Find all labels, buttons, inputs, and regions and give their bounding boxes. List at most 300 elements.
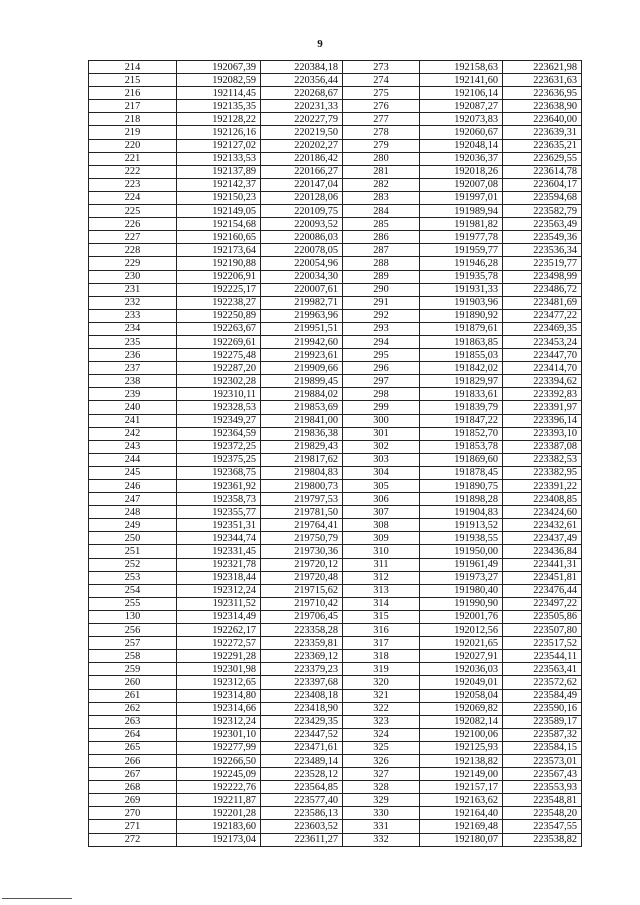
y-coordinate-cell: 223577,40 [261, 794, 343, 807]
x-coordinate-cell: 191961,49 [420, 558, 503, 571]
y-coordinate-cell: 223486,72 [503, 283, 582, 296]
x-coordinate-cell: 192082,59 [177, 74, 261, 87]
table-row [89, 584, 582, 597]
coordinates-table [88, 60, 582, 847]
y-coordinate-cell: 223587,32 [503, 728, 582, 741]
point-number-cell: 249 [89, 519, 177, 532]
point-number-cell: 325 [343, 741, 420, 754]
y-coordinate-cell: 223391,22 [503, 480, 582, 493]
y-coordinate-cell: 223621,98 [503, 61, 582, 74]
x-coordinate-cell: 192314,66 [177, 702, 261, 715]
x-coordinate-cell: 191904,83 [420, 506, 503, 519]
y-coordinate-cell: 219750,79 [261, 532, 343, 545]
table-row [89, 807, 582, 820]
x-coordinate-cell: 191847,22 [420, 414, 503, 427]
point-number-cell: 324 [343, 728, 420, 741]
point-number-cell: 275 [343, 87, 420, 100]
point-number-cell: 329 [343, 794, 420, 807]
point-number-cell: 307 [343, 506, 420, 519]
y-coordinate-cell: 223469,35 [503, 322, 582, 335]
x-coordinate-cell: 192318,44 [177, 571, 261, 584]
y-coordinate-cell: 223382,53 [503, 453, 582, 466]
point-number-cell: 296 [343, 362, 420, 375]
point-number-cell: 322 [343, 702, 420, 715]
point-number-cell: 220 [89, 139, 177, 152]
point-number-cell: 237 [89, 362, 177, 375]
y-coordinate-cell: 223549,36 [503, 231, 582, 244]
point-number-cell: 288 [343, 257, 420, 270]
table-row [89, 427, 582, 440]
point-number-cell: 263 [89, 715, 177, 728]
x-coordinate-cell: 192312,24 [177, 584, 261, 597]
y-coordinate-cell: 219951,51 [261, 322, 343, 335]
x-coordinate-cell: 192163,62 [420, 794, 503, 807]
y-coordinate-cell: 223507,80 [503, 624, 582, 637]
x-coordinate-cell: 191973,27 [420, 571, 503, 584]
y-coordinate-cell: 219942,60 [261, 335, 343, 348]
x-coordinate-cell: 192049,01 [420, 676, 503, 689]
y-coordinate-cell: 223394,62 [503, 375, 582, 388]
table-row [89, 296, 582, 309]
y-coordinate-cell: 223544,11 [503, 650, 582, 663]
y-coordinate-cell: 223497,22 [503, 597, 582, 610]
y-coordinate-cell: 220054,96 [261, 257, 343, 270]
table-row [89, 506, 582, 519]
y-coordinate-cell: 220007,61 [261, 283, 343, 296]
point-number-cell: 293 [343, 322, 420, 335]
x-coordinate-cell: 192269,61 [177, 335, 261, 348]
y-coordinate-cell: 219884,02 [261, 388, 343, 401]
point-number-cell: 328 [343, 781, 420, 794]
y-coordinate-cell: 220356,44 [261, 74, 343, 87]
x-coordinate-cell: 192344,74 [177, 532, 261, 545]
x-coordinate-cell: 192375,25 [177, 453, 261, 466]
x-coordinate-cell: 192180,07 [420, 833, 503, 846]
x-coordinate-cell: 191869,60 [420, 453, 503, 466]
x-coordinate-cell: 192114,45 [177, 87, 261, 100]
y-coordinate-cell: 223476,44 [503, 584, 582, 597]
x-coordinate-cell: 192141,60 [420, 74, 503, 87]
x-coordinate-cell: 192262,17 [177, 624, 261, 637]
y-coordinate-cell: 220268,67 [261, 87, 343, 100]
point-number-cell: 260 [89, 676, 177, 689]
x-coordinate-cell: 192372,25 [177, 440, 261, 453]
x-coordinate-cell: 192007,08 [420, 178, 503, 191]
table-row [89, 191, 582, 204]
x-coordinate-cell: 191829,97 [420, 375, 503, 388]
point-number-cell: 321 [343, 689, 420, 702]
y-coordinate-cell: 223563,41 [503, 663, 582, 676]
x-coordinate-cell: 192142,37 [177, 178, 261, 191]
point-number-cell: 215 [89, 74, 177, 87]
x-coordinate-cell: 192368,75 [177, 466, 261, 479]
x-coordinate-cell: 192314,49 [177, 610, 261, 623]
x-coordinate-cell: 192250,89 [177, 309, 261, 322]
table-row [89, 257, 582, 270]
table-row [89, 676, 582, 689]
y-coordinate-cell: 220128,06 [261, 191, 343, 204]
point-number-cell: 306 [343, 493, 420, 506]
point-number-cell: 258 [89, 650, 177, 663]
page-number: 9 [317, 38, 323, 50]
point-number-cell: 310 [343, 545, 420, 558]
x-coordinate-cell: 192225,17 [177, 283, 261, 296]
x-coordinate-cell: 192138,82 [420, 754, 503, 767]
x-coordinate-cell: 192312,65 [177, 676, 261, 689]
table-row [89, 493, 582, 506]
x-coordinate-cell: 192173,64 [177, 244, 261, 257]
x-coordinate-cell: 192211,87 [177, 794, 261, 807]
x-coordinate-cell: 192160,65 [177, 231, 261, 244]
y-coordinate-cell: 220384,18 [261, 61, 343, 74]
y-coordinate-cell: 219817,62 [261, 453, 343, 466]
table-row [89, 205, 582, 218]
y-coordinate-cell: 223538,82 [503, 833, 582, 846]
x-coordinate-cell: 192245,09 [177, 768, 261, 781]
x-coordinate-cell: 191981,82 [420, 218, 503, 231]
y-coordinate-cell: 219720,12 [261, 558, 343, 571]
x-coordinate-cell: 192351,31 [177, 519, 261, 532]
x-coordinate-cell: 192137,89 [177, 165, 261, 178]
table-row [89, 401, 582, 414]
y-coordinate-cell: 223447,52 [261, 728, 343, 741]
y-coordinate-cell: 223489,14 [261, 754, 343, 767]
y-coordinate-cell: 220227,79 [261, 113, 343, 126]
x-coordinate-cell: 192036,37 [420, 152, 503, 165]
point-number-cell: 254 [89, 584, 177, 597]
table-row [89, 244, 582, 257]
y-coordinate-cell: 223640,00 [503, 113, 582, 126]
y-coordinate-cell: 223418,90 [261, 702, 343, 715]
table-row [89, 754, 582, 767]
x-coordinate-cell: 192164,40 [420, 807, 503, 820]
x-coordinate-cell: 192048,14 [420, 139, 503, 152]
table-row [89, 689, 582, 702]
y-coordinate-cell: 223424,60 [503, 506, 582, 519]
x-coordinate-cell: 192310,11 [177, 388, 261, 401]
point-number-cell: 299 [343, 401, 420, 414]
point-number-cell: 319 [343, 663, 420, 676]
table-row [89, 61, 582, 74]
table-row [89, 440, 582, 453]
y-coordinate-cell: 219836,38 [261, 427, 343, 440]
table-row [89, 270, 582, 283]
x-coordinate-cell: 192266,50 [177, 754, 261, 767]
y-coordinate-cell: 223498,99 [503, 270, 582, 283]
y-coordinate-cell: 223567,43 [503, 768, 582, 781]
y-coordinate-cell: 223396,14 [503, 414, 582, 427]
point-number-cell: 312 [343, 571, 420, 584]
point-number-cell: 284 [343, 205, 420, 218]
table-row [89, 637, 582, 650]
point-number-cell: 257 [89, 637, 177, 650]
y-coordinate-cell: 223611,27 [261, 833, 343, 846]
y-coordinate-cell: 223432,61 [503, 519, 582, 532]
y-coordinate-cell: 219982,71 [261, 296, 343, 309]
point-number-cell: 242 [89, 427, 177, 440]
y-coordinate-cell: 219909,66 [261, 362, 343, 375]
x-coordinate-cell: 192173,04 [177, 833, 261, 846]
point-number-cell: 251 [89, 545, 177, 558]
x-coordinate-cell: 192222,76 [177, 781, 261, 794]
x-coordinate-cell: 192190,88 [177, 257, 261, 270]
table-row [89, 218, 582, 231]
point-number-cell: 130 [89, 610, 177, 623]
point-number-cell: 230 [89, 270, 177, 283]
point-number-cell: 255 [89, 597, 177, 610]
table-row [89, 480, 582, 493]
y-coordinate-cell: 223387,08 [503, 440, 582, 453]
x-coordinate-cell: 192127,02 [177, 139, 261, 152]
y-coordinate-cell: 223437,49 [503, 532, 582, 545]
x-coordinate-cell: 192027,91 [420, 650, 503, 663]
table-row [89, 335, 582, 348]
x-coordinate-cell: 192149,00 [420, 768, 503, 781]
x-coordinate-cell: 191935,78 [420, 270, 503, 283]
x-coordinate-cell: 192128,22 [177, 113, 261, 126]
x-coordinate-cell: 192275,48 [177, 349, 261, 362]
table-row [89, 545, 582, 558]
x-coordinate-cell: 192058,04 [420, 689, 503, 702]
y-coordinate-cell: 223590,16 [503, 702, 582, 715]
y-coordinate-cell: 223639,31 [503, 126, 582, 139]
point-number-cell: 278 [343, 126, 420, 139]
y-coordinate-cell: 223382,95 [503, 466, 582, 479]
point-number-cell: 256 [89, 624, 177, 637]
y-coordinate-cell: 223586,13 [261, 807, 343, 820]
point-number-cell: 227 [89, 231, 177, 244]
point-number-cell: 303 [343, 453, 420, 466]
y-coordinate-cell: 223528,12 [261, 768, 343, 781]
x-coordinate-cell: 191833,61 [420, 388, 503, 401]
x-coordinate-cell: 192100,06 [420, 728, 503, 741]
x-coordinate-cell: 191898,28 [420, 493, 503, 506]
y-coordinate-cell: 219720,48 [261, 571, 343, 584]
table-row [89, 388, 582, 401]
point-number-cell: 244 [89, 453, 177, 466]
y-coordinate-cell: 223638,90 [503, 100, 582, 113]
x-coordinate-cell: 192126,16 [177, 126, 261, 139]
point-number-cell: 276 [343, 100, 420, 113]
y-coordinate-cell: 223548,81 [503, 794, 582, 807]
y-coordinate-cell: 223629,55 [503, 152, 582, 165]
point-number-cell: 332 [343, 833, 420, 846]
y-coordinate-cell: 220109,75 [261, 205, 343, 218]
point-number-cell: 270 [89, 807, 177, 820]
x-coordinate-cell: 191997,01 [420, 191, 503, 204]
table-row [89, 715, 582, 728]
x-coordinate-cell: 191839,79 [420, 401, 503, 414]
point-number-cell: 221 [89, 152, 177, 165]
x-coordinate-cell: 191959,77 [420, 244, 503, 257]
y-coordinate-cell: 223563,49 [503, 218, 582, 231]
table-row [89, 414, 582, 427]
y-coordinate-cell: 223397,68 [261, 676, 343, 689]
point-number-cell: 279 [343, 139, 420, 152]
point-number-cell: 235 [89, 335, 177, 348]
point-number-cell: 267 [89, 768, 177, 781]
x-coordinate-cell: 192311,52 [177, 597, 261, 610]
point-number-cell: 217 [89, 100, 177, 113]
y-coordinate-cell: 220034,30 [261, 270, 343, 283]
point-number-cell: 277 [343, 113, 420, 126]
x-coordinate-cell: 191879,61 [420, 322, 503, 335]
x-coordinate-cell: 192314,80 [177, 689, 261, 702]
x-coordinate-cell: 191890,75 [420, 480, 503, 493]
x-coordinate-cell: 191946,28 [420, 257, 503, 270]
x-coordinate-cell: 191989,94 [420, 205, 503, 218]
y-coordinate-cell: 223359,81 [261, 637, 343, 650]
point-number-cell: 327 [343, 768, 420, 781]
table-row [89, 139, 582, 152]
table-row [89, 768, 582, 781]
y-coordinate-cell: 223594,68 [503, 191, 582, 204]
x-coordinate-cell: 192082,14 [420, 715, 503, 728]
point-number-cell: 269 [89, 794, 177, 807]
x-coordinate-cell: 192301,98 [177, 663, 261, 676]
point-number-cell: 253 [89, 571, 177, 584]
y-coordinate-cell: 223358,28 [261, 624, 343, 637]
table-row [89, 126, 582, 139]
x-coordinate-cell: 191863,85 [420, 335, 503, 348]
point-number-cell: 271 [89, 820, 177, 833]
y-coordinate-cell: 219730,36 [261, 545, 343, 558]
y-coordinate-cell: 220147,04 [261, 178, 343, 191]
x-coordinate-cell: 191890,92 [420, 309, 503, 322]
point-number-cell: 298 [343, 388, 420, 401]
point-number-cell: 243 [89, 440, 177, 453]
point-number-cell: 291 [343, 296, 420, 309]
y-coordinate-cell: 223572,62 [503, 676, 582, 689]
y-coordinate-cell: 219841,00 [261, 414, 343, 427]
x-coordinate-cell: 191990,90 [420, 597, 503, 610]
point-number-cell: 224 [89, 191, 177, 204]
y-coordinate-cell: 220231,33 [261, 100, 343, 113]
y-coordinate-cell: 223517,52 [503, 637, 582, 650]
point-number-cell: 292 [343, 309, 420, 322]
y-coordinate-cell: 223584,49 [503, 689, 582, 702]
x-coordinate-cell: 192001,76 [420, 610, 503, 623]
y-coordinate-cell: 223564,85 [261, 781, 343, 794]
table-row [89, 624, 582, 637]
x-coordinate-cell: 192263,67 [177, 322, 261, 335]
point-number-cell: 302 [343, 440, 420, 453]
x-coordinate-cell: 192157,17 [420, 781, 503, 794]
table-row [89, 100, 582, 113]
point-number-cell: 330 [343, 807, 420, 820]
x-coordinate-cell: 192321,78 [177, 558, 261, 571]
y-coordinate-cell: 219797,53 [261, 493, 343, 506]
point-number-cell: 285 [343, 218, 420, 231]
x-coordinate-cell: 192067,39 [177, 61, 261, 74]
x-coordinate-cell: 192149,05 [177, 205, 261, 218]
point-number-cell: 297 [343, 375, 420, 388]
y-coordinate-cell: 219963,96 [261, 309, 343, 322]
point-number-cell: 216 [89, 87, 177, 100]
y-coordinate-cell: 223436,84 [503, 545, 582, 558]
table-row [89, 322, 582, 335]
x-coordinate-cell: 192069,82 [420, 702, 503, 715]
y-coordinate-cell: 219899,45 [261, 375, 343, 388]
x-coordinate-cell: 192361,92 [177, 480, 261, 493]
point-number-cell: 240 [89, 401, 177, 414]
y-coordinate-cell: 219853,69 [261, 401, 343, 414]
table-row [89, 152, 582, 165]
y-coordinate-cell: 223471,61 [261, 741, 343, 754]
x-coordinate-cell: 191855,03 [420, 349, 503, 362]
x-coordinate-cell: 192272,57 [177, 637, 261, 650]
point-number-cell: 313 [343, 584, 420, 597]
y-coordinate-cell: 223553,93 [503, 781, 582, 794]
x-coordinate-cell: 192301,10 [177, 728, 261, 741]
point-number-cell: 261 [89, 689, 177, 702]
point-number-cell: 323 [343, 715, 420, 728]
y-coordinate-cell: 223369,12 [261, 650, 343, 663]
point-number-cell: 264 [89, 728, 177, 741]
table-row [89, 309, 582, 322]
table-row [89, 532, 582, 545]
y-coordinate-cell: 219710,42 [261, 597, 343, 610]
y-coordinate-cell: 223453,24 [503, 335, 582, 348]
point-number-cell: 262 [89, 702, 177, 715]
x-coordinate-cell: 192125,93 [420, 741, 503, 754]
y-coordinate-cell: 220078,05 [261, 244, 343, 257]
table-row [89, 519, 582, 532]
x-coordinate-cell: 192036,03 [420, 663, 503, 676]
y-coordinate-cell: 223451,81 [503, 571, 582, 584]
y-coordinate-cell: 219715,62 [261, 584, 343, 597]
point-number-cell: 225 [89, 205, 177, 218]
x-coordinate-cell: 192206,91 [177, 270, 261, 283]
y-coordinate-cell: 223477,22 [503, 309, 582, 322]
point-number-cell: 241 [89, 414, 177, 427]
point-number-cell: 268 [89, 781, 177, 794]
table-row [89, 741, 582, 754]
y-coordinate-cell: 223408,85 [503, 493, 582, 506]
x-coordinate-cell: 192277,99 [177, 741, 261, 754]
y-coordinate-cell: 223392,83 [503, 388, 582, 401]
x-coordinate-cell: 192355,77 [177, 506, 261, 519]
y-coordinate-cell: 223547,55 [503, 820, 582, 833]
x-coordinate-cell: 191842,02 [420, 362, 503, 375]
point-number-cell: 239 [89, 388, 177, 401]
point-number-cell: 231 [89, 283, 177, 296]
x-coordinate-cell: 192312,24 [177, 715, 261, 728]
footnote-divider [2, 898, 72, 899]
point-number-cell: 304 [343, 466, 420, 479]
x-coordinate-cell: 191878,45 [420, 466, 503, 479]
point-number-cell: 218 [89, 113, 177, 126]
x-coordinate-cell: 192201,28 [177, 807, 261, 820]
table-row [89, 663, 582, 676]
point-number-cell: 232 [89, 296, 177, 309]
table-row [89, 597, 582, 610]
y-coordinate-cell: 220086,03 [261, 231, 343, 244]
point-number-cell: 314 [343, 597, 420, 610]
table-row [89, 794, 582, 807]
point-number-cell: 265 [89, 741, 177, 754]
table-row [89, 453, 582, 466]
point-number-cell: 317 [343, 637, 420, 650]
x-coordinate-cell: 192358,73 [177, 493, 261, 506]
y-coordinate-cell: 223429,35 [261, 715, 343, 728]
y-coordinate-cell: 223548,20 [503, 807, 582, 820]
table-row [89, 231, 582, 244]
table-row [89, 375, 582, 388]
x-coordinate-cell: 192133,53 [177, 152, 261, 165]
x-coordinate-cell: 192012,56 [420, 624, 503, 637]
point-number-cell: 219 [89, 126, 177, 139]
